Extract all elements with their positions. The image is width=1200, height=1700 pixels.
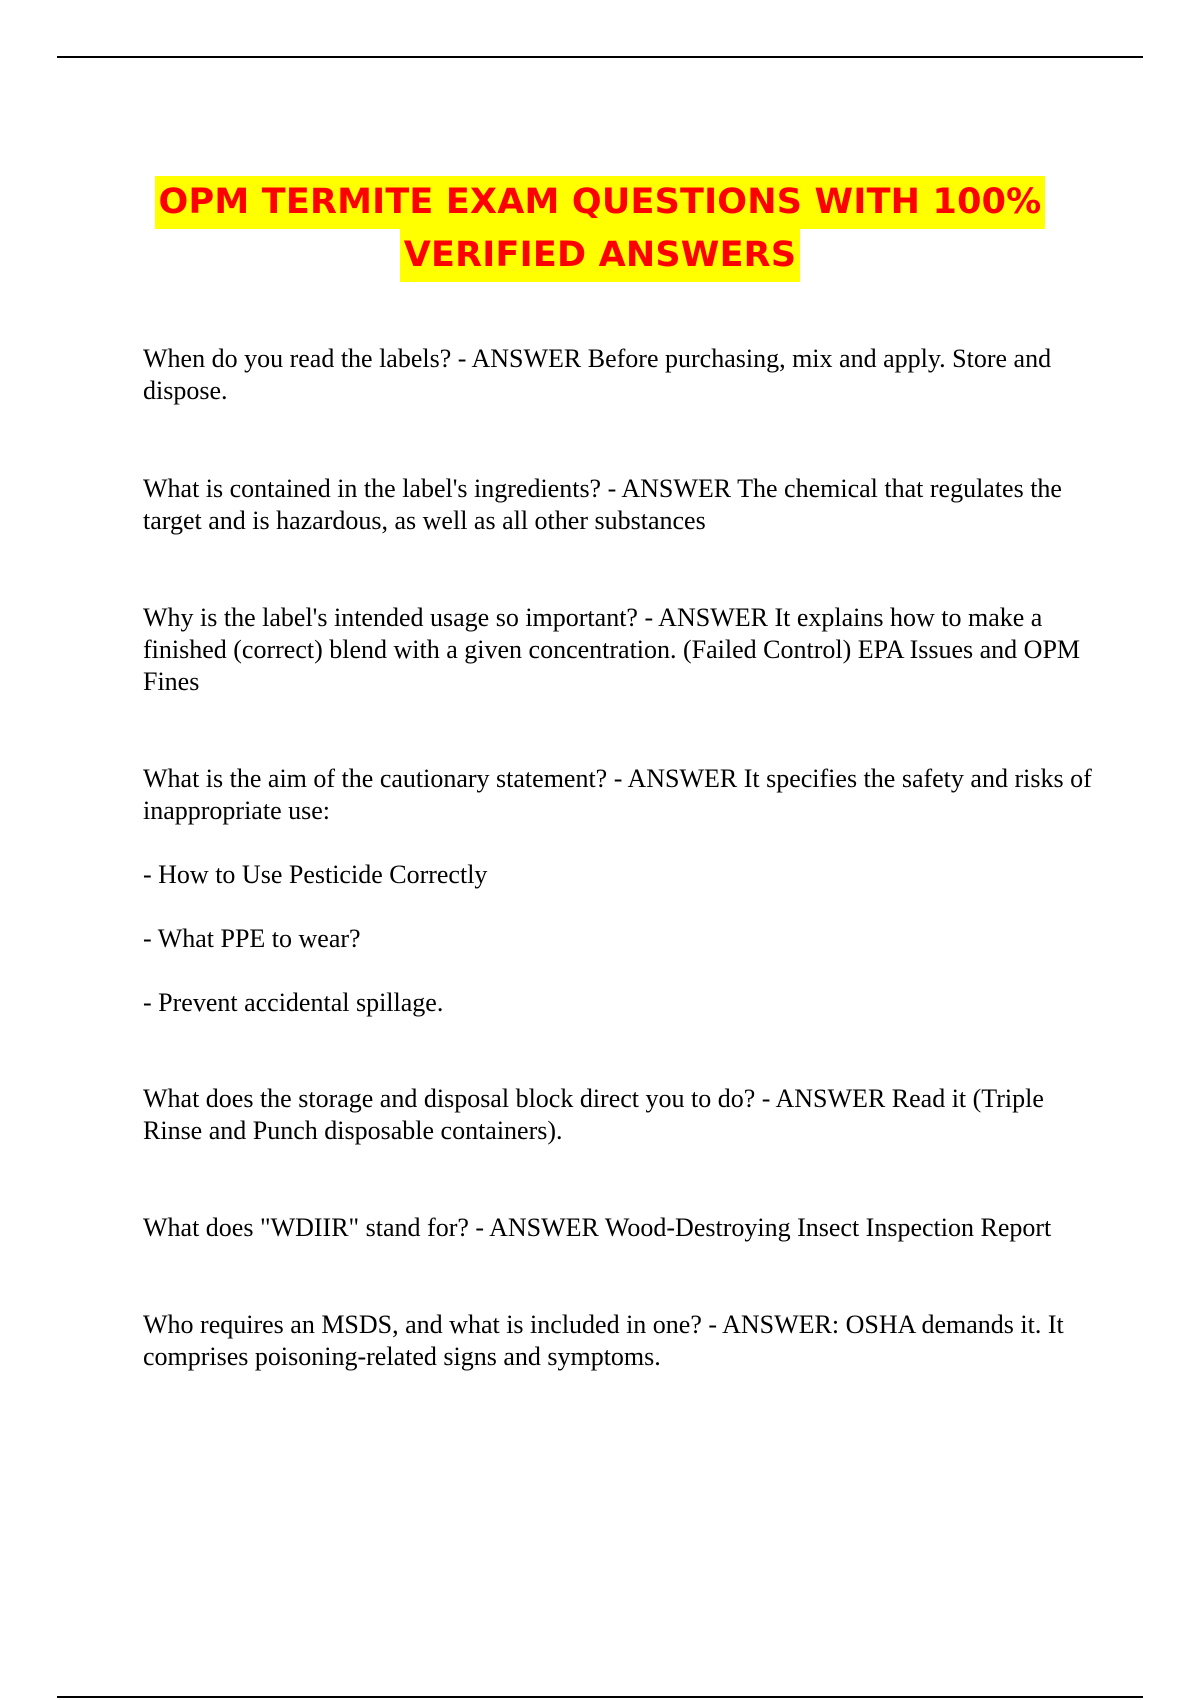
qa-text: Who requires an MSDS, and what is included in one? - ANSWER: OSHA demands it. It comprises poisoning-related signs and symptoms.	[143, 1310, 1064, 1371]
footer-rule	[57, 1696, 1143, 1698]
qa-text: When do you read the labels? - ANSWER Before purchasing, mix and apply. Store and dispose.	[143, 344, 1052, 405]
qa-item	[143, 1212, 1093, 1244]
qa-text: What is the aim of the cautionary statement? - ANSWER It specifies the safety and risks of inappropriate use:	[143, 764, 1092, 825]
qa-subitem: - What PPE to wear?	[143, 924, 361, 953]
qa-list	[143, 343, 1093, 1373]
title-line-2: VERIFIED ANSWERS	[400, 229, 801, 282]
header-rule	[57, 56, 1143, 58]
qa-item	[143, 763, 1093, 1019]
qa-item	[143, 602, 1093, 698]
qa-item	[143, 343, 1093, 407]
qa-text: What is contained in the label's ingredients? - ANSWER The chemical that regulates the target and is hazardous, as well as all other substances	[143, 474, 1062, 535]
qa-item	[143, 1083, 1093, 1147]
qa-text: What does "WDIIR" stand for? - ANSWER Wood-Destroying Insect Inspection Report	[143, 1213, 1052, 1242]
qa-item	[143, 1309, 1093, 1373]
qa-text: Why is the label's intended usage so important? - ANSWER It explains how to make a finished (correct) blend with a given concentration. (Failed Control) EPA Issues and OPM Fines	[143, 603, 1081, 696]
title-line-1: OPM TERMITE EXAM QUESTIONS WITH 100%	[155, 176, 1046, 229]
qa-subitem: - Prevent accidental spillage.	[143, 988, 444, 1017]
document-title	[0, 176, 1200, 282]
qa-item	[143, 473, 1093, 537]
qa-text: What does the storage and disposal block direct you to do? - ANSWER Read it (Triple Rinse and Punch disposable containers).	[143, 1084, 1044, 1145]
qa-subitem: - How to Use Pesticide Correctly	[143, 860, 488, 889]
